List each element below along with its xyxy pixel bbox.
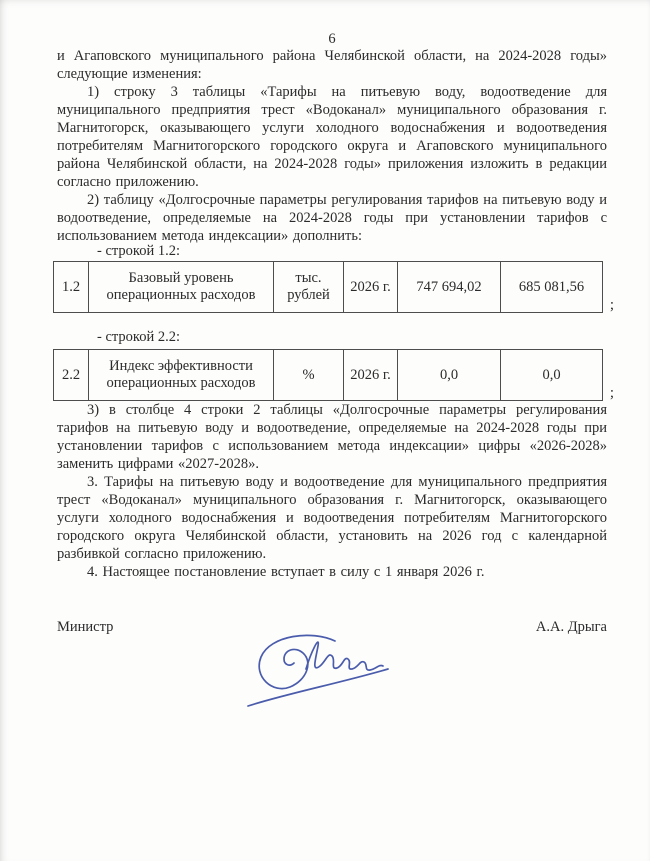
row-label-2-2: - строкой 2.2: xyxy=(97,329,180,345)
paragraph-intro: и Агаповского муниципального района Челябинской области, на 2024-2028 годы» следующие изменения: xyxy=(57,48,607,82)
paragraph-item-2: 2) таблицу «Долгосрочные параметры регулирования тарифов на питьевую воду и водоотведение, определяемые на 2024-2028 годы при установлении тарифов с использованием метода индексации» дополнить: xyxy=(57,192,607,244)
cell-value-water: 0,0 xyxy=(398,350,501,401)
cell-row-number: 2.2 xyxy=(54,350,89,401)
signature-underline xyxy=(248,669,388,706)
signature-letters xyxy=(306,642,383,670)
document-content xyxy=(57,0,614,636)
signature-ink xyxy=(240,626,410,711)
cell-row-number: 1.2 xyxy=(54,262,89,313)
cell-unit: % xyxy=(274,350,344,401)
cell-unit: тыс. рублей xyxy=(274,262,344,313)
table-row-1-2-wrap xyxy=(53,261,614,313)
paragraph-item-3: 3) в столбце 4 строки 2 таблицы «Долгосрочные параметры регулирования тарифов на питьевую воду и водоотведение, определяемые на 2024-2028 годы при установлении тарифов с использованием метода индексации» цифры «2026-2028» заменить цифрами «2027-2028». xyxy=(57,402,607,472)
signer-title: Министр xyxy=(57,619,114,635)
table-row xyxy=(54,350,603,401)
cell-value-sewer: 0,0 xyxy=(501,350,603,401)
paragraph-point-3: 3. Тарифы на питьевую воду и водоотведение для муниципального предприятия трест «Водоканал» муниципального образования г. Магнитогорск, оказывающего услуги холодного водоснабжения и водоотведения потребителям Магнитогорского городского округа Челябинской области, установить на 2026 год с календарной разбивкой согласно приложению. xyxy=(57,474,607,562)
signer-name: А.А. Дрыга xyxy=(535,619,607,635)
paragraph-point-4: 4. Настоящее постановление вступает в силу с 1 января 2026 г. xyxy=(87,564,485,580)
table-suffix-semicolon: ; xyxy=(609,297,614,313)
table-row xyxy=(54,262,603,313)
cell-value-water: 747 694,02 xyxy=(398,262,501,313)
cell-parameter-name: Базовый уровень операционных расходов xyxy=(89,262,274,313)
page-number: 6 xyxy=(328,31,336,47)
table-row-2-2 xyxy=(53,349,603,401)
cell-value-sewer: 685 081,56 xyxy=(501,262,603,313)
table-suffix-semicolon: ; xyxy=(609,385,614,401)
cell-parameter-name: Индекс эффективности операционных расходов xyxy=(89,350,274,401)
table-row-2-2-wrap xyxy=(53,349,614,401)
paragraph-item-1: 1) строку 3 таблицы «Тарифы на питьевую воду, водоотведение для муниципального предприятия трест «Водоканал» муниципального образования г. Магнитогорск, оказывающего услуги холодного водоснабжения и водоотведения потребителям Магнитогорского городского округа и Агаповского муниципального района Челябинской области, на 2024-2028 годы» приложения изложить в редакции согласно приложению. xyxy=(57,84,607,190)
row-label-1-2: - строкой 1.2: xyxy=(97,243,180,259)
table-row-1-2 xyxy=(53,261,603,313)
cell-year: 2026 г. xyxy=(344,350,398,401)
cell-year: 2026 г. xyxy=(344,262,398,313)
